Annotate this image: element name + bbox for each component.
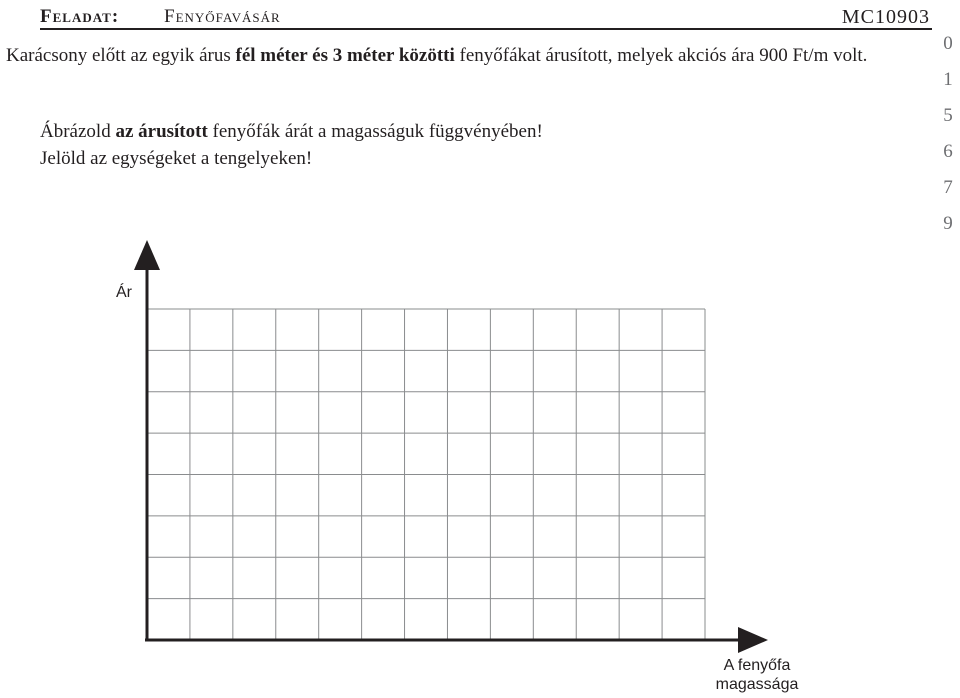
- side-digit: 7: [943, 177, 953, 198]
- task-code: MC10903: [841, 6, 930, 28]
- y-axis-arrow: [134, 240, 160, 270]
- instruction-part-2: fenyőfák árát a magasságuk függvényében!: [207, 121, 543, 142]
- statement-part-2: fenyőfákat árusított, melyek akciós ára 900 Ft/m volt.: [454, 45, 868, 66]
- x-axis-arrow: [738, 627, 768, 653]
- task-label: Feladat:: [40, 6, 120, 27]
- x-axis-label: [702, 656, 812, 694]
- side-digit: 5: [943, 105, 953, 126]
- side-digit: 9: [943, 213, 953, 234]
- task-title: Fenyőfavásár: [164, 6, 281, 27]
- side-digit: 6: [943, 141, 953, 162]
- statement-emphasis: fél méter és 3 méter közötti: [235, 45, 455, 66]
- instruction-emphasis: az árusított: [115, 121, 208, 142]
- graph-grid: [147, 309, 705, 640]
- x-axis-label-line-2: magassága: [715, 676, 799, 693]
- instruction-line-2: Jelöld az egységeket a tengelyeken!: [40, 148, 313, 169]
- statement-part-1: Karácsony előtt az egyik árus: [6, 45, 236, 66]
- y-axis-label: Ár: [116, 284, 132, 301]
- x-axis-label-line-1: A fenyőfa: [723, 657, 791, 674]
- side-digit: 1: [943, 69, 953, 90]
- instruction-part-1: Ábrázold: [40, 121, 116, 142]
- side-digit: 0: [943, 33, 953, 54]
